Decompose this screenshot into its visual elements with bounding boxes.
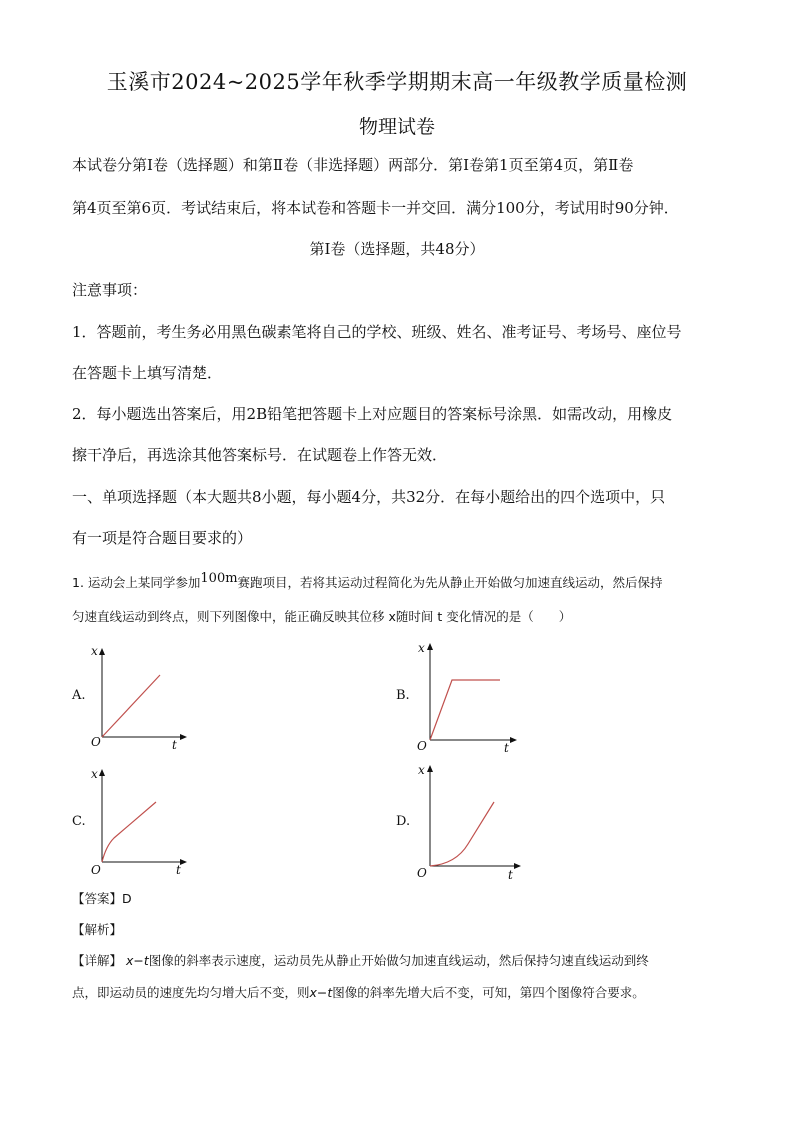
option-b-x-label: t [504, 741, 509, 755]
part1-heading-line-1: 一、单项选择题（本大题共8小题，每小题4分，共32分．在每小题给出的四个选项中，只 [72, 488, 666, 506]
option-c-y-label: x [91, 767, 98, 781]
question-1-pre: 1. 运动会上某同学参加 [72, 575, 201, 590]
option-d-curve [430, 802, 494, 866]
answer-label: 【答案】 [72, 891, 123, 906]
answer-line [72, 889, 132, 907]
analysis-label: 【解析】 [72, 922, 123, 937]
exam-title: 玉溪市2024~2025学年秋季学期期末高一年级教学质量检测 [106, 70, 688, 94]
option-b-graph [416, 638, 526, 754]
detail-text-1: 图像的斜率表示速度，运动员先从静止开始做匀加速直线运动，然后保持匀速直线运动到终 [148, 953, 649, 968]
intro-line-1: 本试卷分第Ⅰ卷（选择题）和第Ⅱ卷（非选择题）两部分．第Ⅰ卷第1页至第4页，第Ⅱ卷 [72, 156, 634, 174]
option-c-label[interactable]: C. [72, 814, 86, 829]
part1-heading-line-2: 有一项是符合题目要求的） [72, 529, 253, 547]
detail-text-2a: 点，即运动员的速度先均匀增大后不变，则 [72, 985, 310, 1000]
detail-var-2: x−t [309, 985, 333, 1000]
option-d-origin: O [417, 866, 427, 880]
option-a-origin: O [91, 735, 101, 749]
option-c-x-label: t [176, 863, 181, 877]
option-b-curve [430, 680, 500, 740]
option-d-label[interactable]: D. [396, 814, 411, 829]
option-d-y-label: x [418, 763, 425, 777]
question-1-line-1 [72, 573, 663, 591]
question-1-unit: 100m [200, 571, 238, 586]
option-c-graph [88, 764, 198, 878]
option-b-label[interactable]: B. [396, 688, 410, 703]
exam-subtitle: 物理试卷 [358, 116, 435, 138]
question-1-post: 赛跑项目，若将其运动过程简化为先从静止开始做匀加速直线运动，然后保持 [237, 575, 663, 590]
option-d-x-label: t [508, 868, 513, 882]
option-b-origin: O [417, 739, 427, 753]
option-a-x-label: t [172, 738, 177, 752]
answer-value: D [122, 891, 132, 906]
option-d-graph [416, 760, 528, 882]
option-c-origin: O [91, 863, 101, 877]
notes-item-1-line-1: 1．答题前，考生务必用黑色碳素笔将自己的学校、班级、姓名、准考证号、考场号、座位号 [72, 323, 682, 341]
detail-var-1: x−t [126, 953, 149, 968]
option-a-curve [102, 675, 160, 737]
option-a-y-label: x [91, 644, 98, 658]
detail-line-2 [72, 983, 645, 1001]
detail-text-2b: 图像的斜率先增大后不变，可知，第四个图像符合要求。 [332, 985, 645, 1000]
notes-item-1-line-2: 在答题卡上填写清楚． [72, 364, 223, 382]
question-1-line-2: 匀速直线运动到终点，则下列图像中，能正确反映其位移 x随时间 t 变化情况的是（ ） [72, 609, 572, 624]
detail-line-1 [72, 951, 649, 969]
option-b-y-label: x [418, 641, 425, 655]
notes-item-2-line-1: 2．每小题选出答案后，用2B铅笔把答题卡上对应题目的答案标号涂黑．如需改动，用橡皮 [72, 405, 673, 423]
intro-line-2: 第4页至第6页．考试结束后，将本试卷和答题卡一并交回．满分100分，考试用时90分钟． [72, 199, 679, 217]
option-c-curve [102, 802, 156, 862]
notes-item-2-line-2: 擦干净后，再选涂其他答案标号．在试题卷上作答无效． [72, 446, 448, 464]
section-heading: 第Ⅰ卷（选择题，共48分） [309, 240, 485, 258]
option-a-label[interactable]: A. [72, 688, 86, 703]
notes-heading: 注意事项： [72, 281, 148, 299]
detail-label: 【详解】 [72, 953, 123, 968]
option-a-graph [88, 645, 198, 753]
